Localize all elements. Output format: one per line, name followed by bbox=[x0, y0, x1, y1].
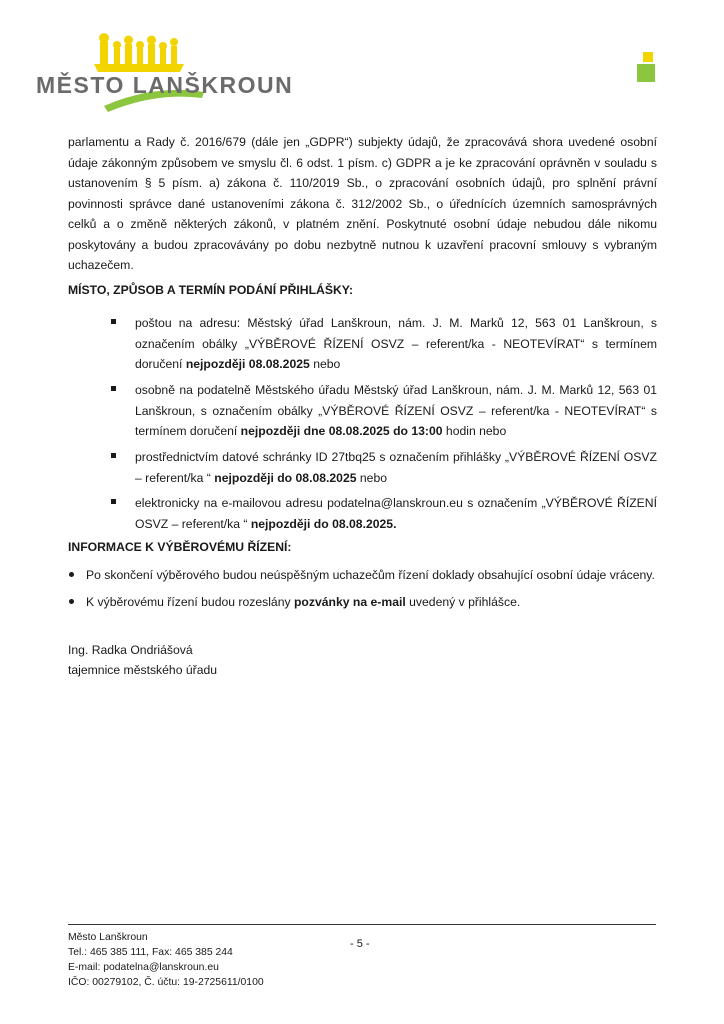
footer-org: Město Lanškroun bbox=[68, 932, 148, 943]
square-bullet-icon bbox=[111, 386, 116, 391]
city-logo bbox=[34, 32, 294, 116]
list-item: poštou na adresu: Městský úřad Lanškroun, nám. J. M. Marků 12, 563 01 Lanškroun, s označením obálky „VÝBĚROVÉ ŘÍZENÍ OSVZ – referent/ka - NEOTEVÍRAT“ s termínem doručení nejpozději 08.08.2025 nebo bbox=[111, 313, 657, 375]
footer-contact bbox=[68, 930, 264, 990]
list-item: K výběrovému řízení budou rozeslány pozvánky na e-mail uvedený v přihlášce. bbox=[68, 592, 668, 613]
info-heading: INFORMACE K VÝBĚROVÉMU ŘÍZENÍ: bbox=[68, 540, 292, 554]
submission-list bbox=[111, 447, 657, 488]
corner-squares-graphic bbox=[637, 52, 657, 82]
info-list bbox=[68, 565, 668, 586]
list-item: elektronicky na e-mailovou adresu podatelna@lanskroun.eu s označením „VÝBĚROVÉ ŘÍZENÍ OSVZ – referent/ka “ nejpozději do 08.08.2025. bbox=[111, 493, 657, 534]
logo-wordmark: MĚSTO LANŠKROUN bbox=[36, 72, 294, 98]
list-item: prostřednictvím datové schránky ID 27tbq25 s označením přihlášky „VÝBĚROVÉ ŘÍZENÍ OSVZ – referent/ka “ nejpozději do 08.08.2025 nebo bbox=[111, 447, 657, 488]
square-bullet-icon bbox=[111, 453, 116, 458]
submission-list bbox=[111, 313, 657, 375]
list-item: osobně na podatelně Městského úřadu Městský úřad Lanškroun, nám. J. M. Marků 12, 563 01 Lanškroun, s označením obálky „VÝBĚROVÉ ŘÍZENÍ OSVZ – referent/ka - NEOTEVÍRAT“ s termínem doručení nejpozději dne 08.08.2025 do 13:00 hodin nebo bbox=[111, 380, 657, 442]
list-item: Po skončení výběrového budou neúspěšným uchazečům řízení doklady obsahující osobní údaje vráceny. bbox=[68, 565, 668, 586]
round-bullet-icon bbox=[69, 599, 74, 604]
square-bullet-icon bbox=[111, 499, 116, 504]
signatory-name: Ing. Radka Ondriášová bbox=[68, 643, 193, 657]
submission-list bbox=[111, 380, 657, 442]
footer-phone: Tel.: 465 385 111, Fax: 465 385 244 bbox=[68, 947, 233, 958]
square-bullet-icon bbox=[111, 319, 116, 324]
submission-list bbox=[111, 493, 657, 534]
footer-divider bbox=[68, 924, 656, 925]
footer-ids: IČO: 00279102, Č. účtu: 19-2725611/0100 bbox=[68, 977, 264, 988]
submission-heading: MÍSTO, ZPŮSOB A TERMÍN PODÁNÍ PŘIHLÁŠKY: bbox=[68, 283, 354, 297]
signature-block bbox=[68, 640, 217, 680]
footer-email: E-mail: podatelna@lanskroun.eu bbox=[68, 962, 219, 973]
gdpr-paragraph: parlamentu a Rady č. 2016/679 (dále jen „GDPR“) subjekty údajů, že zpracovává shora uvedené osobní údaje zákonným způsobem ve smyslu čl. 6 odst. 1 písm. c) GDPR a je ke zpracování oprávněn v souladu s ustanovením § 5 písm. a) zákona č. 110/2019 Sb., o zpracování osobních údajů, pro splnění právní povinnosti správce dané ustanoveními zákona č. 312/2002 Sb., o úřednících územních samosprávných celků a o změně některých zákonů, v platném znění. Poskytnuté osobní údaje nebudou dále nikomu poskytovány a budou zpracovávány po dobu nezbytně nutnou k uzavření pracovní smlouvy s vybraným uchazečem. bbox=[68, 135, 657, 272]
signatory-title: tajemnice městského úřadu bbox=[68, 663, 218, 677]
info-list bbox=[68, 592, 668, 613]
page-number: - 5 - bbox=[350, 938, 370, 950]
round-bullet-icon bbox=[69, 572, 74, 577]
